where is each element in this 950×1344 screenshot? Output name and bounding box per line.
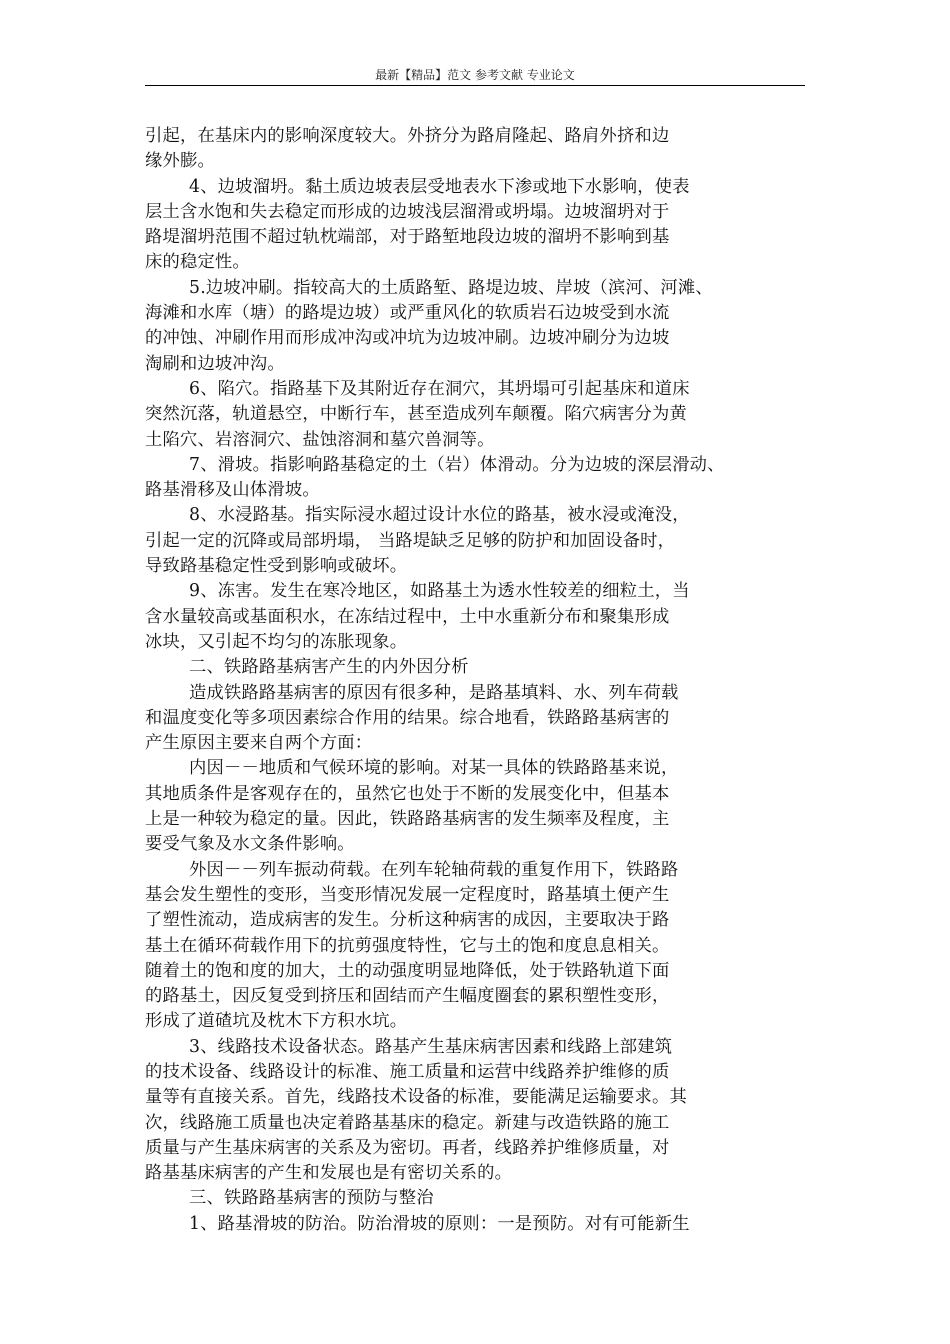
text-line: 缘外膨。 bbox=[145, 151, 215, 172]
text-line: 产生原因主要来自两个方面： bbox=[145, 733, 373, 754]
text-line: 突然沉落，轨道悬空，中断行车，甚至造成列车颠覆。陷穴病害分为黄 bbox=[145, 404, 687, 425]
text-line: 9、冻害。发生在寒冷地区，如路基土为透水性较差的细粒土，当 bbox=[189, 581, 690, 602]
text-line: 7、滑坡。指影响路基稳定的土（岩）体滑动。分为边坡的深层滑动、 bbox=[189, 454, 725, 475]
paragraph bbox=[145, 124, 811, 175]
text-line: 外因－－列车振动荷载。在列车轮轴荷载的重复作用下，铁路路 bbox=[189, 859, 679, 880]
text-line: 5.边坡冲刷。指较高大的土质路堑、路堤边坡、岸坡（滨河、河滩、 bbox=[189, 277, 713, 298]
text-line: 床的稳定性。 bbox=[145, 252, 250, 273]
text-line: 导致路基稳定性受到影响或破坏。 bbox=[145, 556, 408, 577]
paragraph bbox=[145, 276, 811, 377]
text-line: 形成了道碴坑及枕木下方积水坑。 bbox=[145, 1011, 408, 1032]
text-line: 了塑性流动，造成病害的发生。分析这种病害的成因，主要取决于路 bbox=[145, 910, 670, 931]
paragraph bbox=[145, 453, 811, 504]
text-line: 三、铁路路基病害的预防与整治 bbox=[189, 1188, 434, 1209]
paragraph bbox=[145, 377, 811, 453]
text-line: 海滩和水库（塘）的路堤边坡）或严重风化的软质岩石边坡受到水流 bbox=[145, 303, 670, 324]
text-line: 6、陷穴。指路基下及其附近存在洞穴，其坍塌可引起基床和道床 bbox=[189, 378, 690, 399]
paragraph bbox=[145, 756, 811, 857]
text-line: 和温度变化等多项因素综合作用的结果。综合地看，铁路路基病害的 bbox=[145, 707, 670, 728]
text-line: 3、线路技术设备状态。路基产生基床病害因素和线路上部建筑 bbox=[189, 1036, 673, 1057]
text-line: 其地质条件是客观存在的，虽然它也处于不断的发展变化中，但基本 bbox=[145, 783, 670, 804]
text-line: 基会发生塑性的变形，当变形情况发展一定程度时，路基填土便产生 bbox=[145, 884, 670, 905]
text-line: 上是一种较为稳定的量。因此，铁路路基病害的发生频率及程度，主 bbox=[145, 809, 670, 830]
text-line: 冰块，又引起不均匀的冻胀现象。 bbox=[145, 631, 408, 652]
paragraph bbox=[145, 1212, 811, 1237]
paragraph bbox=[145, 1186, 811, 1211]
text-line: 次，线路施工质量也决定着路基基床的稳定。新建与改造铁路的施工 bbox=[145, 1112, 670, 1133]
paragraph bbox=[145, 503, 811, 579]
text-line: 土陷穴、岩溶洞穴、盐蚀溶洞和墓穴兽洞等。 bbox=[145, 429, 495, 450]
text-line: 8、水浸路基。指实际浸水超过设计水位的路基，被水浸或淹没， bbox=[189, 505, 690, 526]
text-line: 量等有直接关系。首先，线路技术设备的标准，要能满足运输要求。其 bbox=[145, 1087, 687, 1108]
text-line: 路堤溜坍范围不超过轨枕端部，对于路堑地段边坡的溜坍不影响到基 bbox=[145, 227, 670, 248]
text-line: 内因－－地质和气候环境的影响。对某一具体的铁路路基来说， bbox=[189, 758, 679, 779]
header-divider bbox=[145, 85, 805, 86]
text-line: 引起一定的沉降或局部坍塌， 当路堤缺乏足够的防护和加固设备时， bbox=[145, 530, 676, 551]
text-line: 引起，在基床内的影响深度较大。外挤分为路肩隆起、路肩外挤和边 bbox=[145, 126, 670, 146]
text-line: 淘刷和边坡冲沟。 bbox=[145, 353, 285, 374]
text-line: 4、边坡溜坍。黏土质边坡表层受地表水下渗或地下水影响，使表 bbox=[189, 176, 690, 197]
text-line: 基土在循环荷载作用下的抗剪强度特性，它与土的饱和度息息相关。 bbox=[145, 935, 670, 956]
text-line: 的冲蚀、冲刷作用而形成冲沟或冲坑为边坡冲刷。边坡冲刷分为边坡 bbox=[145, 328, 670, 349]
text-line: 二、铁路路基病害产生的内外因分析 bbox=[189, 657, 469, 678]
text-line: 要受气象及水文条件影响。 bbox=[145, 834, 355, 855]
text-line: 路基滑移及山体滑坡。 bbox=[145, 480, 320, 501]
text-line: 1、路基滑坡的防治。防治滑坡的原则：一是预防。对有可能新生 bbox=[189, 1213, 690, 1234]
text-line: 的技术设备、线路设计的标准、施工质量和运营中线路养护维修的质 bbox=[145, 1061, 670, 1082]
text-line: 的路基土，因反复受到挤压和固结而产生幅度圈套的累积塑性变形， bbox=[145, 986, 670, 1007]
paragraph bbox=[145, 681, 811, 757]
paragraph bbox=[145, 1035, 811, 1187]
text-line: 含水量较高或基面积水，在冻结过程中，土中水重新分布和聚集形成 bbox=[145, 606, 670, 627]
text-line: 质量与产生基床病害的关系及为密切。再者，线路养护维修质量，对 bbox=[145, 1137, 670, 1158]
text-line: 路基基床病害的产生和发展也是有密切关系的。 bbox=[145, 1163, 513, 1184]
page-header: 最新【精品】范文 参考文献 专业论文 bbox=[375, 68, 575, 82]
document-body bbox=[145, 124, 811, 1237]
paragraph bbox=[145, 858, 811, 1035]
text-line: 随着土的饱和度的加大，土的动强度明显地降低，处于铁路轨道下面 bbox=[145, 960, 670, 981]
paragraph bbox=[145, 655, 811, 680]
text-line: 层土含水饱和失去稳定而形成的边坡浅层溜滑或坍塌。边坡溜坍对于 bbox=[145, 201, 670, 222]
text-line: 造成铁路路基病害的原因有很多种，是路基填料、水、列车荷载 bbox=[189, 682, 679, 703]
paragraph bbox=[145, 579, 811, 655]
paragraph bbox=[145, 175, 811, 276]
